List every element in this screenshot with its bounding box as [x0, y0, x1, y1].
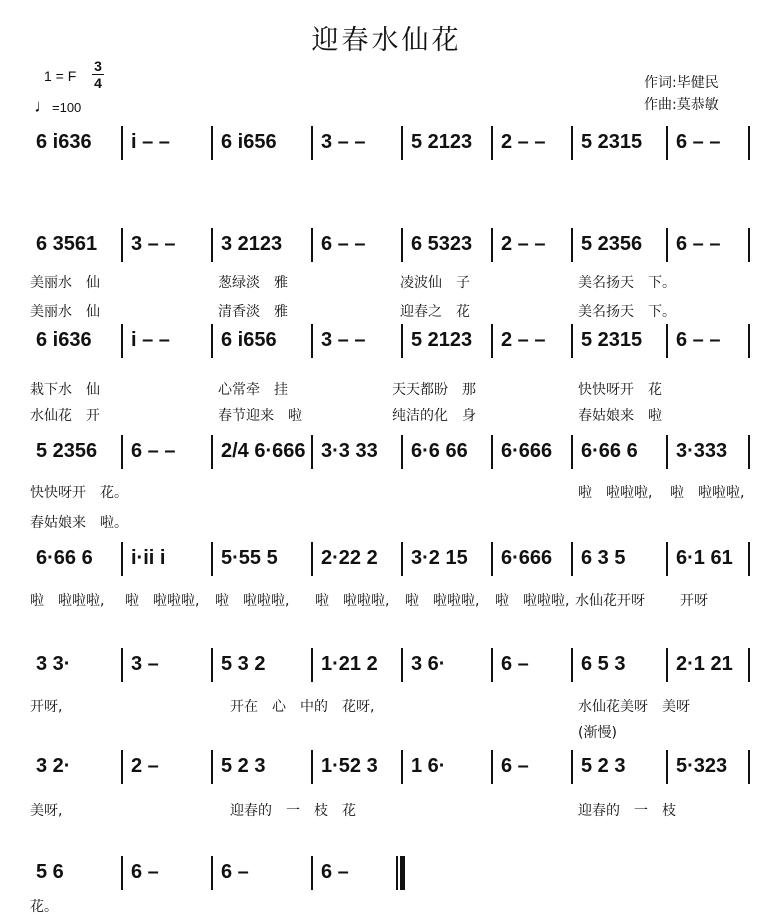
barline: [491, 648, 493, 682]
measure: 6 – –: [676, 131, 721, 153]
barline: [666, 750, 668, 784]
lyric-text: 美丽水 仙: [30, 304, 100, 320]
measure: 2 – –: [501, 233, 546, 255]
barline: [401, 228, 403, 262]
lyric-text: 美名扬天 下。: [578, 304, 676, 320]
measure: 6 i656: [221, 329, 277, 351]
measure: 6·666: [501, 440, 553, 462]
lyric-text: 葱绿淡 雅: [218, 275, 288, 291]
barline: [491, 228, 493, 262]
lyric-text: 水仙花开呀: [575, 593, 645, 609]
barline: [491, 435, 493, 469]
measure: 6 –: [501, 755, 529, 777]
key-signature: 1 = F: [44, 68, 77, 84]
barline: [401, 750, 403, 784]
barline: [491, 324, 493, 358]
barline: [311, 126, 313, 160]
lyric-text: 快快呀开 花: [578, 382, 662, 398]
barline: [211, 542, 213, 576]
measure: 6 – –: [676, 329, 721, 351]
lyric-text: 美名扬天 下。: [578, 275, 676, 291]
barline: [311, 750, 313, 784]
measure: 3 – –: [321, 131, 366, 153]
lyric-text: 啦 啦啦啦,: [578, 485, 653, 501]
barline: [211, 856, 213, 890]
barline: [211, 750, 213, 784]
barline: [211, 648, 213, 682]
measure: 3·2 15: [411, 547, 468, 569]
lyric-text: 天天都盼 那: [392, 382, 476, 398]
lyric-text: 啦 啦啦啦,: [405, 593, 480, 609]
barline: [401, 542, 403, 576]
barline: [491, 542, 493, 576]
measure: 2 –: [131, 755, 159, 777]
measure: 5·323: [676, 755, 728, 777]
barline: [311, 435, 313, 469]
measure: 3 6·: [411, 653, 446, 675]
measure: i – –: [131, 329, 170, 351]
lyric-text: 栽下水 仙: [30, 382, 100, 398]
barline: [571, 324, 573, 358]
lyric-text: 美呀,: [30, 803, 63, 819]
measure: 6 –: [501, 653, 529, 675]
barline: [121, 324, 123, 358]
measure: 6 i636: [36, 131, 92, 153]
barline: [491, 126, 493, 160]
measure: 5 2123: [411, 329, 473, 351]
measure: 1 6·: [411, 755, 446, 777]
barline: [311, 856, 313, 890]
lyric-text: (渐慢): [578, 725, 617, 741]
measure: 6 –: [321, 861, 349, 883]
measure: 6 – –: [131, 440, 176, 462]
lyric-text: 啦 啦啦啦,: [30, 593, 105, 609]
song-title: 迎春水仙花: [311, 25, 462, 56]
lyric-text: 春姑娘来 啦。: [30, 515, 128, 531]
measure: 1·21 2: [321, 653, 378, 675]
barline: [121, 542, 123, 576]
barline-end: [748, 542, 750, 576]
barline: [311, 542, 313, 576]
barline-end: [748, 228, 750, 262]
lyric-text: 啦 啦啦啦,: [215, 593, 290, 609]
measure: 3 2123: [221, 233, 283, 255]
measure: 3 2·: [36, 755, 71, 777]
measure: 6 5 3: [581, 653, 626, 675]
barline: [311, 648, 313, 682]
lyric-text: 开在 心 中的 花呀,: [230, 699, 375, 715]
lyric-text: 啦 啦啦啦,: [125, 593, 200, 609]
barline-end: [748, 126, 750, 160]
measure: 5 2 3: [581, 755, 626, 777]
barline-end: [748, 648, 750, 682]
lyric-text: 快快呀开 花。: [30, 485, 128, 501]
measure: 6·66 6: [36, 547, 93, 569]
lyric-text: 迎春的 一 枝: [578, 803, 676, 819]
barline: [571, 435, 573, 469]
barline: [666, 126, 668, 160]
measure: 2·22 2: [321, 547, 378, 569]
quarter-note-icon: ♩: [34, 96, 52, 116]
measure: 5 2315: [581, 131, 643, 153]
measure: 6 3 5: [581, 547, 626, 569]
lyric-text: 迎春的 一 枝 花: [230, 803, 356, 819]
barline: [121, 228, 123, 262]
measure: 5·55 5: [221, 547, 278, 569]
measure: 3·3 33: [321, 440, 378, 462]
barline: [401, 324, 403, 358]
barline: [571, 750, 573, 784]
measure: 6 – –: [676, 233, 721, 255]
lyric-text: 开呀: [680, 593, 708, 609]
measure: 6·66 6: [581, 440, 638, 462]
measure: 5 2 3: [221, 755, 266, 777]
measure: 3 –: [131, 653, 159, 675]
barline: [211, 435, 213, 469]
measure: 2/4 6·666: [221, 440, 306, 462]
barline: [666, 324, 668, 358]
measure: i – –: [131, 131, 170, 153]
measure: 3 3·: [36, 653, 71, 675]
lyricist-credit: 作词:毕健民: [644, 75, 719, 91]
measure: 3 – –: [321, 329, 366, 351]
barline: [121, 435, 123, 469]
lyric-text: 纯洁的化 身: [392, 408, 476, 424]
lyric-text: 迎春之 花: [400, 304, 470, 320]
measure: 6 i656: [221, 131, 277, 153]
meter-bottom: 4: [92, 74, 104, 91]
lyric-text: 开呀,: [30, 699, 63, 715]
barline: [666, 228, 668, 262]
measure: 5 6: [36, 861, 64, 883]
barline: [571, 648, 573, 682]
barline: [211, 324, 213, 358]
composer-credit: 作曲:莫恭敏: [644, 97, 719, 113]
lyric-text: 春姑娘来 啦: [578, 408, 662, 424]
measure: 5 2123: [411, 131, 473, 153]
lyric-text: 心常牵 挂: [218, 382, 288, 398]
measure: 6 –: [131, 861, 159, 883]
measure: 2 – –: [501, 329, 546, 351]
barline: [121, 648, 123, 682]
measure: 5 2356: [36, 440, 98, 462]
barline: [571, 228, 573, 262]
barline-end: [748, 324, 750, 358]
barline: [491, 750, 493, 784]
barline: [311, 228, 313, 262]
lyric-text: 水仙花美呀 美呀: [578, 699, 690, 715]
time-signature: [92, 58, 104, 91]
measure: 5 3 2: [221, 653, 266, 675]
barline: [571, 542, 573, 576]
barline: [121, 856, 123, 890]
lyric-text: 啦 啦啦啦,: [495, 593, 570, 609]
measure: 6 5323: [411, 233, 473, 255]
lyric-text: 水仙花 开: [30, 408, 100, 424]
barline: [571, 126, 573, 160]
final-barline: [396, 856, 398, 890]
measure: 6·666: [501, 547, 553, 569]
measure: 2·1 21: [676, 653, 733, 675]
barline-end: [748, 435, 750, 469]
barline: [401, 648, 403, 682]
barline: [211, 228, 213, 262]
lyric-text: 啦 啦啦啦,: [670, 485, 745, 501]
measure: 6·1 61: [676, 547, 733, 569]
meter-top: 3: [94, 58, 102, 74]
measure: 5 2356: [581, 233, 643, 255]
barline: [211, 126, 213, 160]
barline: [121, 126, 123, 160]
tempo-value: =100: [52, 100, 82, 115]
measure: 6 – –: [321, 233, 366, 255]
lyric-text: 凌波仙 子: [400, 275, 470, 291]
barline: [666, 542, 668, 576]
measure: 6 –: [221, 861, 249, 883]
barline: [121, 750, 123, 784]
measure: 6·6 66: [411, 440, 468, 462]
lyric-text: 啦 啦啦啦,: [315, 593, 390, 609]
measure: i·ii i: [131, 547, 166, 569]
barline: [311, 324, 313, 358]
measure: 6 3561: [36, 233, 98, 255]
barline: [401, 126, 403, 160]
barline-end: [748, 750, 750, 784]
lyric-text: 花。: [30, 899, 58, 915]
measure: 3·333: [676, 440, 728, 462]
measure: 6 i636: [36, 329, 92, 351]
measure: 3 – –: [131, 233, 176, 255]
measure: 1·52 3: [321, 755, 378, 777]
barline: [666, 648, 668, 682]
measure: 2 – –: [501, 131, 546, 153]
barline: [401, 435, 403, 469]
barline: [666, 435, 668, 469]
lyric-text: 美丽水 仙: [30, 275, 100, 291]
tempo-marking: [34, 96, 81, 117]
lyric-text: 春节迎来 啦: [218, 408, 302, 424]
measure: 5 2315: [581, 329, 643, 351]
lyric-text: 清香淡 雅: [218, 304, 288, 320]
